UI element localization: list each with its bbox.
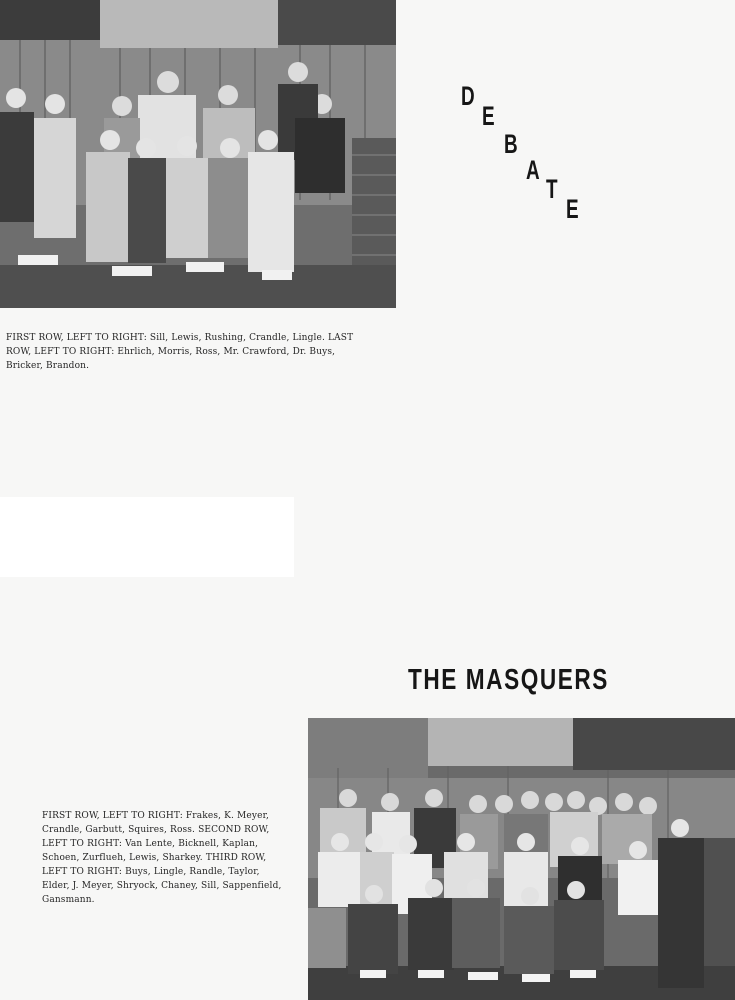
blank-area (0, 497, 294, 577)
debate-letter: A (526, 155, 540, 185)
debate-caption: FIRST ROW, LEFT TO RIGHT: Sill, Lewis, Rushing, Crandle, Lingle. LAST ROW, LEFT TO RIGHT: Ehrlich, Morris, Ross, Mr. Crawford, Dr. Buys, Bricker, Brandon. (6, 333, 354, 371)
debate-letter: T (546, 174, 558, 204)
debate-letter: D (461, 81, 475, 111)
debate-letter: E (566, 194, 579, 224)
masquers-caption: FIRST ROW, LEFT TO RIGHT: Frakes, K. Meyer, Crandle, Garbutt, Squires, Ross. SECOND ROW, LEFT TO RIGHT: Van Lente, Bicknell, Kaplan, Schoen, Zurflueh, Lewis, Sharkey. THIRD ROW, LEFT TO RIGHT: Buys, Lingle, Randle, Taylor, Elder, J. Meyer, Shryock, Chaney, Sill, Sappenfield, Gansmann. (42, 811, 282, 905)
masquers-heading: THE MASQUERS (408, 664, 609, 696)
debate-letter: B (504, 129, 518, 159)
masquers-group-photo (308, 718, 735, 1000)
debate-group-photo (0, 0, 396, 308)
debate-letter: E (482, 101, 495, 131)
